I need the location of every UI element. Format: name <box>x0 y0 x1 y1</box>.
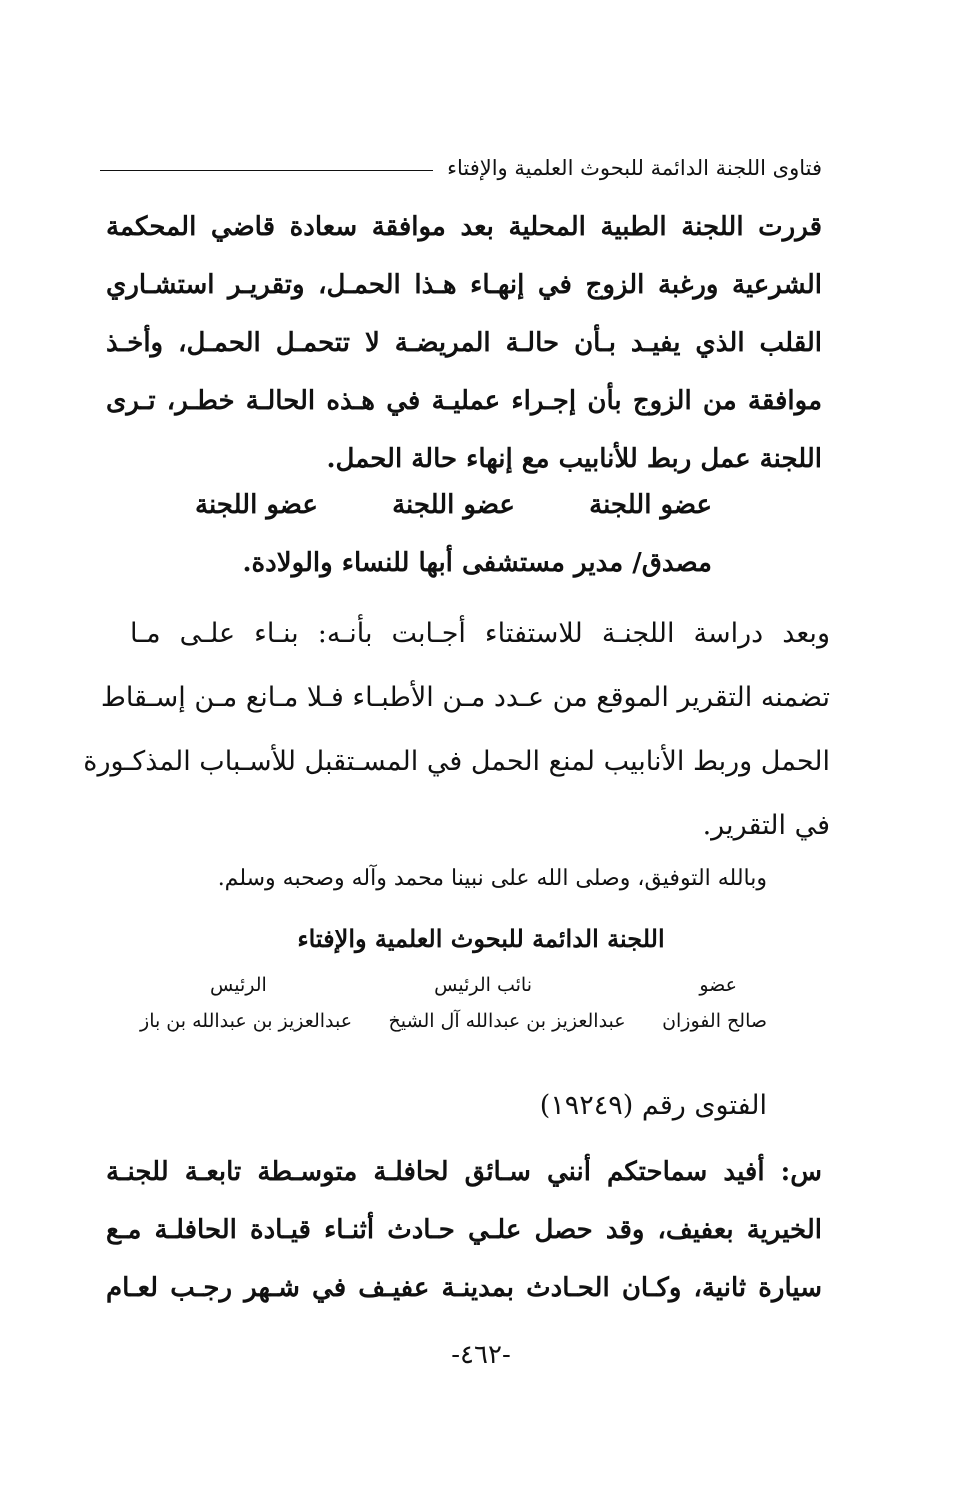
text-line: اللجنة عمل ربط للأنابيب مع إنهاء حالة الحمل. <box>326 444 822 474</box>
signature-label: عضو اللجنة <box>589 490 712 520</box>
page-number: -٤٦٢- <box>451 1340 511 1370</box>
signature-label: عضو اللجنة <box>195 490 318 520</box>
member-role: الرئيس <box>210 974 267 996</box>
committee-name: اللجنة الدائمة للبحوث العلمية والإفتاء <box>297 924 665 953</box>
text-line: س: أفيد سماحتكم أنني سـائق لحافلـة متوسـطة تابعـة للجنـة <box>106 1157 822 1187</box>
text-line: الشرعية ورغبة الزوج في إنهـاء هـذا الحمـل، وتقريـر استشـاري <box>106 270 822 300</box>
certification-line: مصدق/ مدير مستشفى أبها للنساء والولادة. <box>242 548 712 578</box>
member-role: نائب الرئيس <box>434 974 533 996</box>
member-name: صالح الفوزان <box>662 1010 767 1032</box>
report-paragraph <box>106 198 822 488</box>
member-role: عضو <box>699 974 737 996</box>
text-line: سيارة ثانية، وكـان الحـادث بمدينـة عفيـف في شـهر رجـب لعـام <box>106 1273 822 1303</box>
running-header <box>100 140 822 180</box>
member-name: عبدالعزيز بن عبدالله بن باز <box>140 1010 353 1032</box>
text-line: في التقرير. <box>702 810 830 841</box>
text-line: الحمل وربط الأنابيب لمنع الحمل في المسـتقبل للأسـباب المذكـورة <box>83 746 830 777</box>
members-block <box>140 974 767 1032</box>
text-line: قررت اللجنة الطبية المحلية بعد موافقة سعادة قاضي المحكمة <box>106 212 822 242</box>
text-line: الخيرية بعفيف، وقد حصل علـي حـادث أثنـاء قيـادة الحافلـة مـع <box>106 1215 822 1245</box>
text-line: موافقة من الزوج بأن إجـراء عمليـة في هـذه الحالـة خطـر، تـرى <box>106 386 822 416</box>
signature-label: عضو اللجنة <box>392 490 515 520</box>
running-title: فتاوى اللجنة الدائمة للبحوث العلمية والإفتاء <box>447 156 822 180</box>
member-names-row <box>140 1010 767 1032</box>
committee-signatures <box>195 490 712 520</box>
text-line: تضمنه التقرير الموقع من عـدد مـن الأطبـاء فـلا مـانع مـن إسـقاط <box>100 682 830 713</box>
member-name: عبدالعزيز بن عبدالله آل الشيخ <box>388 1010 626 1032</box>
fatwa-number: الفتوى رقم (١٩٢٤٩) <box>539 1090 767 1121</box>
text-line: وبعد دراسة اللجنـة للاستفتاء أجـابت بأنـه: بنـاء علـى مـا <box>130 618 830 649</box>
question-paragraph <box>106 1143 822 1317</box>
member-roles-row <box>140 974 767 996</box>
answer-paragraph <box>83 602 830 858</box>
header-rule <box>100 170 433 171</box>
text-line: القلب الذي يفيـد بـأن حالـة المريضـة لا تتحمـل الحمـل، وأخـذ <box>106 328 822 358</box>
closing-line: وبالله التوفيق، وصلى الله على نبينا محمد وآله وصحبه وسلم. <box>217 866 767 891</box>
